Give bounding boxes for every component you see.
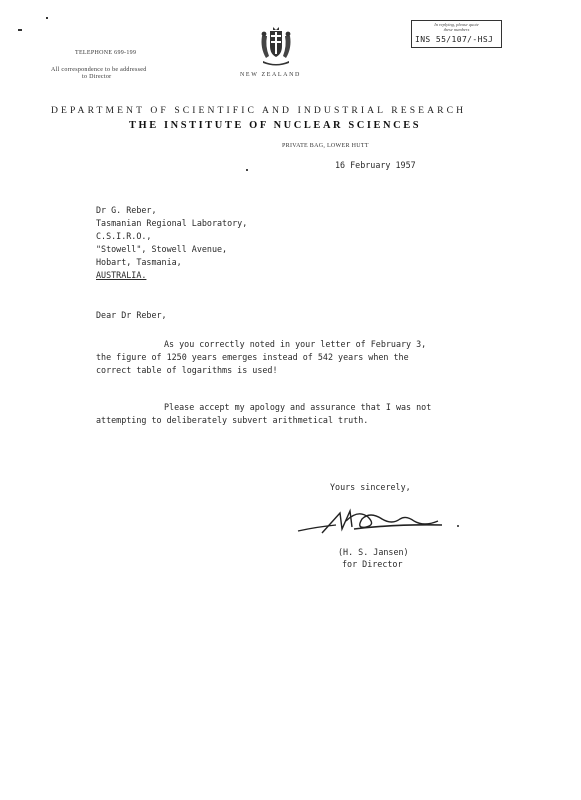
recipient-line-2: Tasmanian Regional Laboratory, <box>96 218 248 228</box>
reference-caption-2: these numbers <box>443 27 470 32</box>
postal-address: PRIVATE BAG, LOWER HUTT <box>282 143 369 149</box>
recipient-line-5: Hobart, Tasmania, <box>96 257 182 267</box>
paragraph-2-line-2: attempting to deliberately subvert arithmetical truth. <box>96 415 369 425</box>
country-label: NEW ZEALAND <box>240 72 301 78</box>
paragraph-2-line-1: Please accept my apology and assurance that I was not <box>164 402 432 412</box>
department-name: DEPARTMENT OF SCIENTIFIC AND INDUSTRIAL RESEARCH <box>51 105 467 116</box>
salutation: Dear Dr Reber, <box>96 310 167 320</box>
stray-dot <box>246 169 248 171</box>
signatory-title: for Director <box>342 559 403 569</box>
reference-caption-1: In replying, please quote <box>434 22 479 27</box>
stray-mark <box>46 17 48 19</box>
paragraph-1-line-2: the figure of 1250 years emerges instead of 542 years when the <box>96 352 409 362</box>
paragraph-1-line-1: As you correctly noted in your letter of February 3, <box>164 339 427 349</box>
reference-box <box>411 20 502 48</box>
nz-coat-of-arms-icon <box>259 26 293 66</box>
signatory-name: (H. S. Jansen) <box>338 547 409 557</box>
handwritten-signature <box>296 505 466 539</box>
recipient-line-4: "Stowell", Stowell Avenue, <box>96 244 228 254</box>
recipient-line-3: C.S.I.R.O., <box>96 231 152 241</box>
stray-mark <box>18 29 22 31</box>
correspondence-note-2: to Director <box>82 74 112 80</box>
correspondence-note-1: All correspondence to be addressed <box>51 67 147 73</box>
institute-name: THE INSTITUTE OF NUCLEAR SCIENCES <box>129 120 422 131</box>
recipient-line-6: AUSTRALIA. <box>96 270 147 280</box>
telephone: TELEPHONE 699-199 <box>75 50 137 56</box>
closing: Yours sincerely, <box>330 482 411 492</box>
recipient-line-1: Dr G. Reber, <box>96 205 157 215</box>
reference-number: INS 55/107/-HSJ <box>415 35 494 44</box>
letter-date: 16 February 1957 <box>335 160 416 170</box>
paragraph-1-line-3: correct table of logarithms is used! <box>96 365 278 375</box>
